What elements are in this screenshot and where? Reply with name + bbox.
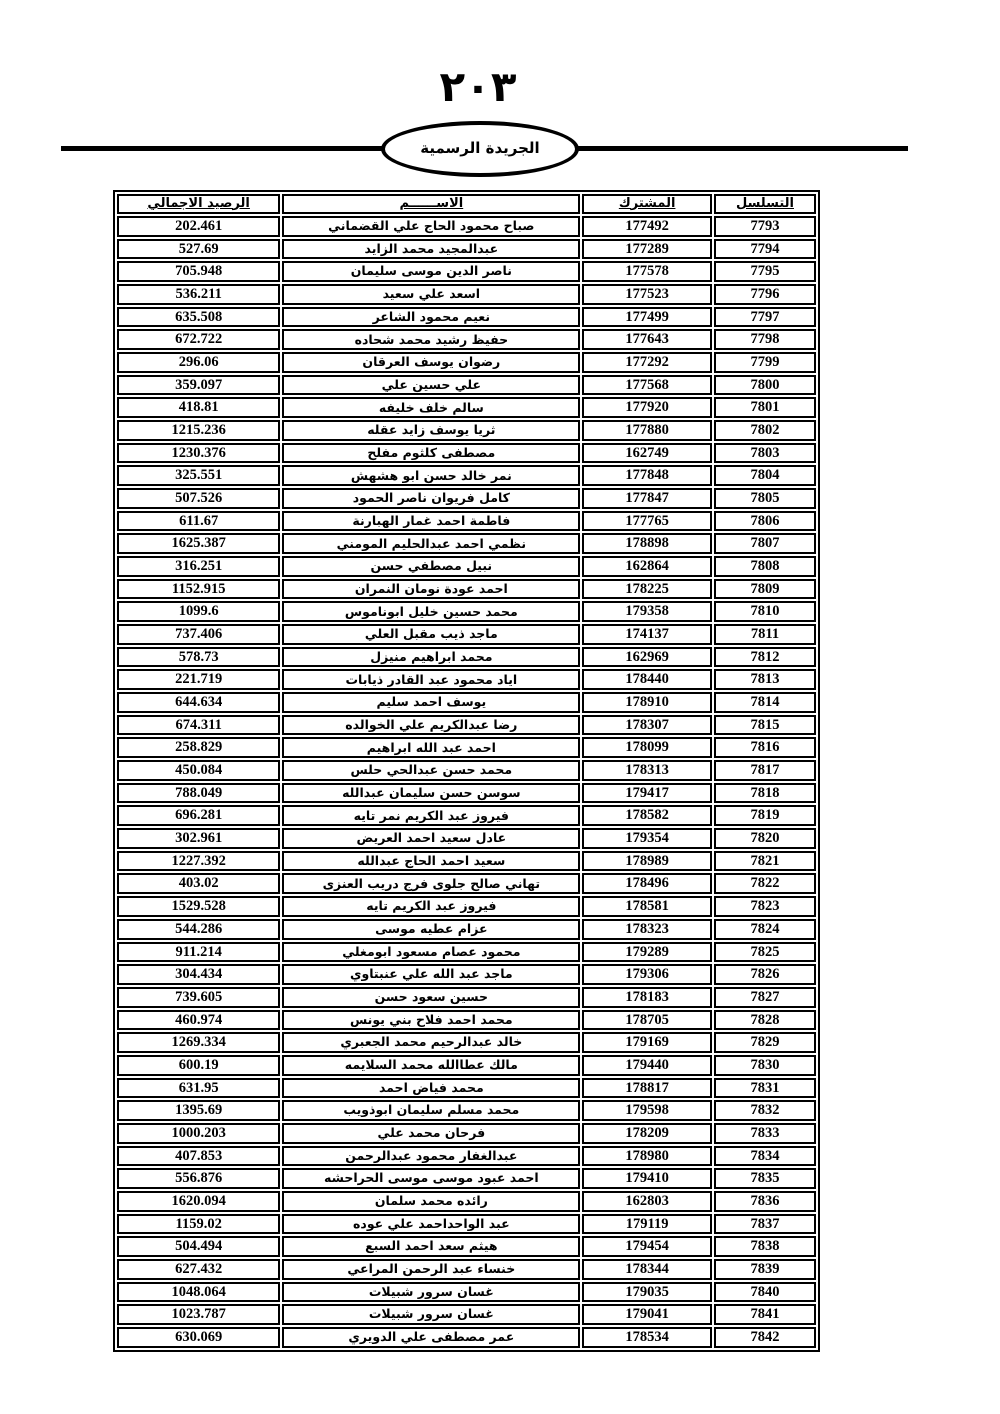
cell-serial: 7806 bbox=[714, 511, 816, 532]
cell-name: ثريا يوسف زايد عقله bbox=[282, 420, 580, 441]
table-row bbox=[117, 715, 816, 736]
table-row bbox=[117, 1100, 816, 1121]
table-row bbox=[117, 1055, 816, 1076]
cell-name: فيروز عبد الكريم تايه bbox=[282, 896, 580, 917]
table-row bbox=[117, 1304, 816, 1325]
table-row bbox=[117, 397, 816, 418]
cell-name: رضا عبدالكريم علي الخوالده bbox=[282, 715, 580, 736]
cell-balance: 359.097 bbox=[117, 375, 280, 396]
table-row bbox=[117, 1078, 816, 1099]
cell-subscriber: 178344 bbox=[582, 1259, 712, 1280]
cell-name: ناصر الدين موسى سليمان bbox=[282, 261, 580, 282]
cell-subscriber: 177289 bbox=[582, 239, 712, 260]
cell-subscriber: 177523 bbox=[582, 284, 712, 305]
cell-serial: 7840 bbox=[714, 1282, 816, 1303]
cell-subscriber: 177292 bbox=[582, 352, 712, 373]
cell-subscriber: 179454 bbox=[582, 1236, 712, 1257]
cell-subscriber: 179035 bbox=[582, 1282, 712, 1303]
cell-balance: 450.084 bbox=[117, 760, 280, 781]
cell-subscriber: 177880 bbox=[582, 420, 712, 441]
cell-balance: 1269.334 bbox=[117, 1032, 280, 1053]
cell-serial: 7812 bbox=[714, 647, 816, 668]
cell-serial: 7816 bbox=[714, 737, 816, 758]
table-row bbox=[117, 443, 816, 464]
cell-balance: 911.214 bbox=[117, 942, 280, 963]
cell-subscriber: 177578 bbox=[582, 261, 712, 282]
cell-name: محمد حسن عبدالحي حلس bbox=[282, 760, 580, 781]
cell-name: عمر مصطفى علي الدويري bbox=[282, 1327, 580, 1348]
cell-balance: 504.494 bbox=[117, 1236, 280, 1257]
cell-subscriber: 179119 bbox=[582, 1214, 712, 1235]
table-row bbox=[117, 239, 816, 260]
table-row bbox=[117, 556, 816, 577]
cell-balance: 1000.203 bbox=[117, 1123, 280, 1144]
cell-name: عزام عطيه موسى bbox=[282, 919, 580, 940]
cell-balance: 418.81 bbox=[117, 397, 280, 418]
cell-name: محمد فياض احمد bbox=[282, 1078, 580, 1099]
cell-subscriber: 178099 bbox=[582, 737, 712, 758]
cell-serial: 7818 bbox=[714, 783, 816, 804]
table-row bbox=[117, 261, 816, 282]
cell-name: مالك عطاالله محمد السلايمه bbox=[282, 1055, 580, 1076]
cell-balance: 635.508 bbox=[117, 307, 280, 328]
col-header-balance: الرصيد الاجمالي bbox=[117, 194, 280, 214]
table-body bbox=[117, 216, 816, 1348]
cell-serial: 7822 bbox=[714, 873, 816, 894]
cell-subscriber: 179354 bbox=[582, 828, 712, 849]
cell-serial: 7815 bbox=[714, 715, 816, 736]
cell-name: يوسف احمد سليم bbox=[282, 692, 580, 713]
table-row bbox=[117, 919, 816, 940]
cell-balance: 407.853 bbox=[117, 1146, 280, 1167]
cell-subscriber: 179410 bbox=[582, 1168, 712, 1189]
table-row bbox=[117, 488, 816, 509]
cell-name: سوسن حسن سليمان عبدالله bbox=[282, 783, 580, 804]
col-header-serial: التسلسل bbox=[714, 194, 816, 214]
cell-serial: 7803 bbox=[714, 443, 816, 464]
cell-serial: 7811 bbox=[714, 624, 816, 645]
cell-name: غسان سرور شبيلات bbox=[282, 1282, 580, 1303]
cell-subscriber: 179041 bbox=[582, 1304, 712, 1325]
cell-name: علي حسين علي bbox=[282, 375, 580, 396]
table-row bbox=[117, 1146, 816, 1167]
table-row bbox=[117, 942, 816, 963]
cell-name: حفيظ رشيد محمد شحاده bbox=[282, 329, 580, 350]
cell-name: خالد عبدالرحيم محمد الجعبري bbox=[282, 1032, 580, 1053]
cell-name: سالم خلف خليفه bbox=[282, 397, 580, 418]
cell-serial: 7807 bbox=[714, 533, 816, 554]
cell-balance: 674.311 bbox=[117, 715, 280, 736]
table-row bbox=[117, 1236, 816, 1257]
table-row bbox=[117, 375, 816, 396]
cell-subscriber: 178307 bbox=[582, 715, 712, 736]
cell-subscriber: 178209 bbox=[582, 1123, 712, 1144]
table-row bbox=[117, 805, 816, 826]
cell-balance: 221.719 bbox=[117, 669, 280, 690]
table-row bbox=[117, 624, 816, 645]
table-row bbox=[117, 896, 816, 917]
cell-name: غسان سرور شبيلات bbox=[282, 1304, 580, 1325]
cell-name: عبدالمجيد محمد الزايد bbox=[282, 239, 580, 260]
cell-serial: 7835 bbox=[714, 1168, 816, 1189]
table-row bbox=[117, 601, 816, 622]
cell-name: سعيد احمد الحاج عبدالله bbox=[282, 851, 580, 872]
cell-serial: 7808 bbox=[714, 556, 816, 577]
table-row bbox=[117, 1259, 816, 1280]
cell-name: محمد حسين خليل ابوناموس bbox=[282, 601, 580, 622]
cell-subscriber: 178980 bbox=[582, 1146, 712, 1167]
cell-balance: 460.974 bbox=[117, 1010, 280, 1031]
cell-subscriber: 162969 bbox=[582, 647, 712, 668]
table-row bbox=[117, 669, 816, 690]
gazette-banner-title: الجريدة الرسمية bbox=[420, 139, 540, 157]
table-row bbox=[117, 465, 816, 486]
cell-subscriber: 178582 bbox=[582, 805, 712, 826]
cell-subscriber: 179440 bbox=[582, 1055, 712, 1076]
cell-balance: 544.286 bbox=[117, 919, 280, 940]
cell-name: نعيم محمود الشاعر bbox=[282, 307, 580, 328]
cell-subscriber: 178225 bbox=[582, 579, 712, 600]
cell-name: محمد ابراهيم منيزل bbox=[282, 647, 580, 668]
cell-name: هيثم سعد احمد السبع bbox=[282, 1236, 580, 1257]
cell-serial: 7825 bbox=[714, 942, 816, 963]
cell-balance: 788.049 bbox=[117, 783, 280, 804]
cell-serial: 7828 bbox=[714, 1010, 816, 1031]
cell-name: محمود عصام مسعود ابومغلي bbox=[282, 942, 580, 963]
cell-balance: 1159.02 bbox=[117, 1214, 280, 1235]
cell-name: تهاني صالح جلوى فرج دريب العنزى bbox=[282, 873, 580, 894]
cell-serial: 7794 bbox=[714, 239, 816, 260]
cell-balance: 611.67 bbox=[117, 511, 280, 532]
table-row bbox=[117, 352, 816, 373]
cell-serial: 7830 bbox=[714, 1055, 816, 1076]
cell-subscriber: 179417 bbox=[582, 783, 712, 804]
page-number: ٢٠٣ bbox=[439, 62, 517, 111]
cell-name: عبد الواحداحمد علي عوده bbox=[282, 1214, 580, 1235]
cell-subscriber: 177848 bbox=[582, 465, 712, 486]
cell-balance: 578.73 bbox=[117, 647, 280, 668]
cell-balance: 1099.6 bbox=[117, 601, 280, 622]
cell-subscriber: 179169 bbox=[582, 1032, 712, 1053]
banner-ellipse bbox=[381, 121, 579, 177]
cell-subscriber: 178898 bbox=[582, 533, 712, 554]
cell-subscriber: 178440 bbox=[582, 669, 712, 690]
cell-balance: 258.829 bbox=[117, 737, 280, 758]
cell-name: رائده محمد سلمان bbox=[282, 1191, 580, 1212]
cell-balance: 316.251 bbox=[117, 556, 280, 577]
cell-subscriber: 162803 bbox=[582, 1191, 712, 1212]
cell-serial: 7837 bbox=[714, 1214, 816, 1235]
col-header-subscriber: المشترك bbox=[582, 194, 712, 214]
cell-balance: 600.19 bbox=[117, 1055, 280, 1076]
cell-balance: 202.461 bbox=[117, 216, 280, 237]
table-row bbox=[117, 647, 816, 668]
cell-balance: 1048.064 bbox=[117, 1282, 280, 1303]
cell-subscriber: 178817 bbox=[582, 1078, 712, 1099]
cell-balance: 737.406 bbox=[117, 624, 280, 645]
table-row bbox=[117, 964, 816, 985]
cell-serial: 7813 bbox=[714, 669, 816, 690]
cell-balance: 1620.094 bbox=[117, 1191, 280, 1212]
table-row bbox=[117, 579, 816, 600]
cell-balance: 403.02 bbox=[117, 873, 280, 894]
cell-subscriber: 177765 bbox=[582, 511, 712, 532]
cell-name: كامل فريوان ناصر الحمود bbox=[282, 488, 580, 509]
cell-name: نظمي احمد عبدالحليم المومني bbox=[282, 533, 580, 554]
table-row bbox=[117, 737, 816, 758]
cell-name: مصطفى كلثوم مفلح bbox=[282, 443, 580, 464]
cell-serial: 7797 bbox=[714, 307, 816, 328]
table-row bbox=[117, 533, 816, 554]
table-row bbox=[117, 1032, 816, 1053]
cell-name: فرحان محمد علي bbox=[282, 1123, 580, 1144]
cell-serial: 7793 bbox=[714, 216, 816, 237]
cell-balance: 304.434 bbox=[117, 964, 280, 985]
cell-balance: 627.432 bbox=[117, 1259, 280, 1280]
table-row bbox=[117, 851, 816, 872]
cell-serial: 7810 bbox=[714, 601, 816, 622]
cell-subscriber: 178910 bbox=[582, 692, 712, 713]
table-row bbox=[117, 1214, 816, 1235]
cell-balance: 672.722 bbox=[117, 329, 280, 350]
cell-subscriber: 179289 bbox=[582, 942, 712, 963]
cell-subscriber: 162864 bbox=[582, 556, 712, 577]
cell-subscriber: 177847 bbox=[582, 488, 712, 509]
table-row bbox=[117, 216, 816, 237]
cell-serial: 7832 bbox=[714, 1100, 816, 1121]
cell-name: ماجد عبد الله علي عنبتاوي bbox=[282, 964, 580, 985]
cell-balance: 1625.387 bbox=[117, 533, 280, 554]
cell-serial: 7827 bbox=[714, 987, 816, 1008]
records-table bbox=[113, 190, 820, 1352]
cell-name: احمد عبد الله ابراهيم bbox=[282, 737, 580, 758]
cell-name: احمد عودة نومان النمران bbox=[282, 579, 580, 600]
cell-serial: 7834 bbox=[714, 1146, 816, 1167]
cell-subscriber: 162749 bbox=[582, 443, 712, 464]
cell-serial: 7836 bbox=[714, 1191, 816, 1212]
cell-serial: 7820 bbox=[714, 828, 816, 849]
cell-serial: 7814 bbox=[714, 692, 816, 713]
cell-serial: 7821 bbox=[714, 851, 816, 872]
cell-serial: 7841 bbox=[714, 1304, 816, 1325]
cell-serial: 7796 bbox=[714, 284, 816, 305]
cell-subscriber: 174137 bbox=[582, 624, 712, 645]
table-header bbox=[117, 194, 816, 214]
cell-serial: 7823 bbox=[714, 896, 816, 917]
cell-name: فاطمة احمد غمار الهبارنة bbox=[282, 511, 580, 532]
cell-subscriber: 177492 bbox=[582, 216, 712, 237]
cell-serial: 7838 bbox=[714, 1236, 816, 1257]
table-row bbox=[117, 783, 816, 804]
cell-balance: 630.069 bbox=[117, 1327, 280, 1348]
table-row bbox=[117, 284, 816, 305]
table-row bbox=[117, 828, 816, 849]
cell-name: اياد محمود عبد القادر ذيابات bbox=[282, 669, 580, 690]
table-row bbox=[117, 1327, 816, 1348]
cell-balance: 527.69 bbox=[117, 239, 280, 260]
cell-balance: 1230.376 bbox=[117, 443, 280, 464]
cell-subscriber: 178183 bbox=[582, 987, 712, 1008]
cell-balance: 705.948 bbox=[117, 261, 280, 282]
table-row bbox=[117, 692, 816, 713]
cell-balance: 1215.236 bbox=[117, 420, 280, 441]
table-row bbox=[117, 420, 816, 441]
table-row bbox=[117, 1168, 816, 1189]
cell-serial: 7817 bbox=[714, 760, 816, 781]
cell-subscriber: 179358 bbox=[582, 601, 712, 622]
cell-balance: 1529.528 bbox=[117, 896, 280, 917]
cell-subscriber: 177568 bbox=[582, 375, 712, 396]
cell-subscriber: 178534 bbox=[582, 1327, 712, 1348]
table-row bbox=[117, 307, 816, 328]
cell-subscriber: 178496 bbox=[582, 873, 712, 894]
cell-name: محمد مسلم سليمان ابوذويب bbox=[282, 1100, 580, 1121]
cell-balance: 1152.915 bbox=[117, 579, 280, 600]
cell-serial: 7795 bbox=[714, 261, 816, 282]
cell-serial: 7804 bbox=[714, 465, 816, 486]
cell-serial: 7801 bbox=[714, 397, 816, 418]
cell-balance: 536.211 bbox=[117, 284, 280, 305]
cell-subscriber: 177499 bbox=[582, 307, 712, 328]
cell-balance: 739.605 bbox=[117, 987, 280, 1008]
cell-name: رضوان يوسف العرقان bbox=[282, 352, 580, 373]
cell-balance: 696.281 bbox=[117, 805, 280, 826]
table-row bbox=[117, 1010, 816, 1031]
table-row bbox=[117, 511, 816, 532]
table-row bbox=[117, 329, 816, 350]
cell-name: فيروز عبد الكريم نمر تايه bbox=[282, 805, 580, 826]
table-row bbox=[117, 873, 816, 894]
cell-balance: 644.634 bbox=[117, 692, 280, 713]
cell-serial: 7798 bbox=[714, 329, 816, 350]
cell-subscriber: 179306 bbox=[582, 964, 712, 985]
cell-subscriber: 179598 bbox=[582, 1100, 712, 1121]
cell-name: عادل سعيد احمد العريض bbox=[282, 828, 580, 849]
cell-serial: 7819 bbox=[714, 805, 816, 826]
cell-serial: 7824 bbox=[714, 919, 816, 940]
cell-name: نمر خالد حسن ابو هشهش bbox=[282, 465, 580, 486]
cell-name: محمد احمد فلاح بني يونس bbox=[282, 1010, 580, 1031]
cell-subscriber: 178323 bbox=[582, 919, 712, 940]
cell-name: ماجد ذيب مقبل العلي bbox=[282, 624, 580, 645]
cell-name: صباح محمود الحاج علي القضماني bbox=[282, 216, 580, 237]
cell-serial: 7833 bbox=[714, 1123, 816, 1144]
table-row bbox=[117, 1191, 816, 1212]
table-row bbox=[117, 1123, 816, 1144]
cell-balance: 325.551 bbox=[117, 465, 280, 486]
cell-name: حسين سعود حسن bbox=[282, 987, 580, 1008]
cell-balance: 556.876 bbox=[117, 1168, 280, 1189]
cell-serial: 7802 bbox=[714, 420, 816, 441]
cell-serial: 7831 bbox=[714, 1078, 816, 1099]
cell-subscriber: 178313 bbox=[582, 760, 712, 781]
table-header-row bbox=[117, 194, 816, 214]
cell-serial: 7839 bbox=[714, 1259, 816, 1280]
cell-serial: 7826 bbox=[714, 964, 816, 985]
cell-serial: 7799 bbox=[714, 352, 816, 373]
cell-subscriber: 178989 bbox=[582, 851, 712, 872]
cell-name: احمد عبود موسى موسى الحراحشه bbox=[282, 1168, 580, 1189]
cell-balance: 296.06 bbox=[117, 352, 280, 373]
cell-serial: 7809 bbox=[714, 579, 816, 600]
cell-subscriber: 177643 bbox=[582, 329, 712, 350]
cell-name: اسعد علي سعيد bbox=[282, 284, 580, 305]
cell-balance: 1395.69 bbox=[117, 1100, 280, 1121]
cell-subscriber: 178581 bbox=[582, 896, 712, 917]
cell-serial: 7800 bbox=[714, 375, 816, 396]
cell-balance: 631.95 bbox=[117, 1078, 280, 1099]
table-row bbox=[117, 987, 816, 1008]
cell-name: نبيل مصطفي حسن bbox=[282, 556, 580, 577]
col-header-name: الاســــــم bbox=[282, 194, 580, 214]
cell-serial: 7805 bbox=[714, 488, 816, 509]
cell-serial: 7842 bbox=[714, 1327, 816, 1348]
cell-subscriber: 177920 bbox=[582, 397, 712, 418]
cell-balance: 1227.392 bbox=[117, 851, 280, 872]
cell-subscriber: 178705 bbox=[582, 1010, 712, 1031]
cell-balance: 507.526 bbox=[117, 488, 280, 509]
table-row bbox=[117, 760, 816, 781]
cell-balance: 302.961 bbox=[117, 828, 280, 849]
table-row bbox=[117, 1282, 816, 1303]
cell-serial: 7829 bbox=[714, 1032, 816, 1053]
cell-balance: 1023.787 bbox=[117, 1304, 280, 1325]
cell-name: خنساء عبد الرحمن المراعي bbox=[282, 1259, 580, 1280]
cell-name: عبدالغفار محمود عبدالرحمن bbox=[282, 1146, 580, 1167]
